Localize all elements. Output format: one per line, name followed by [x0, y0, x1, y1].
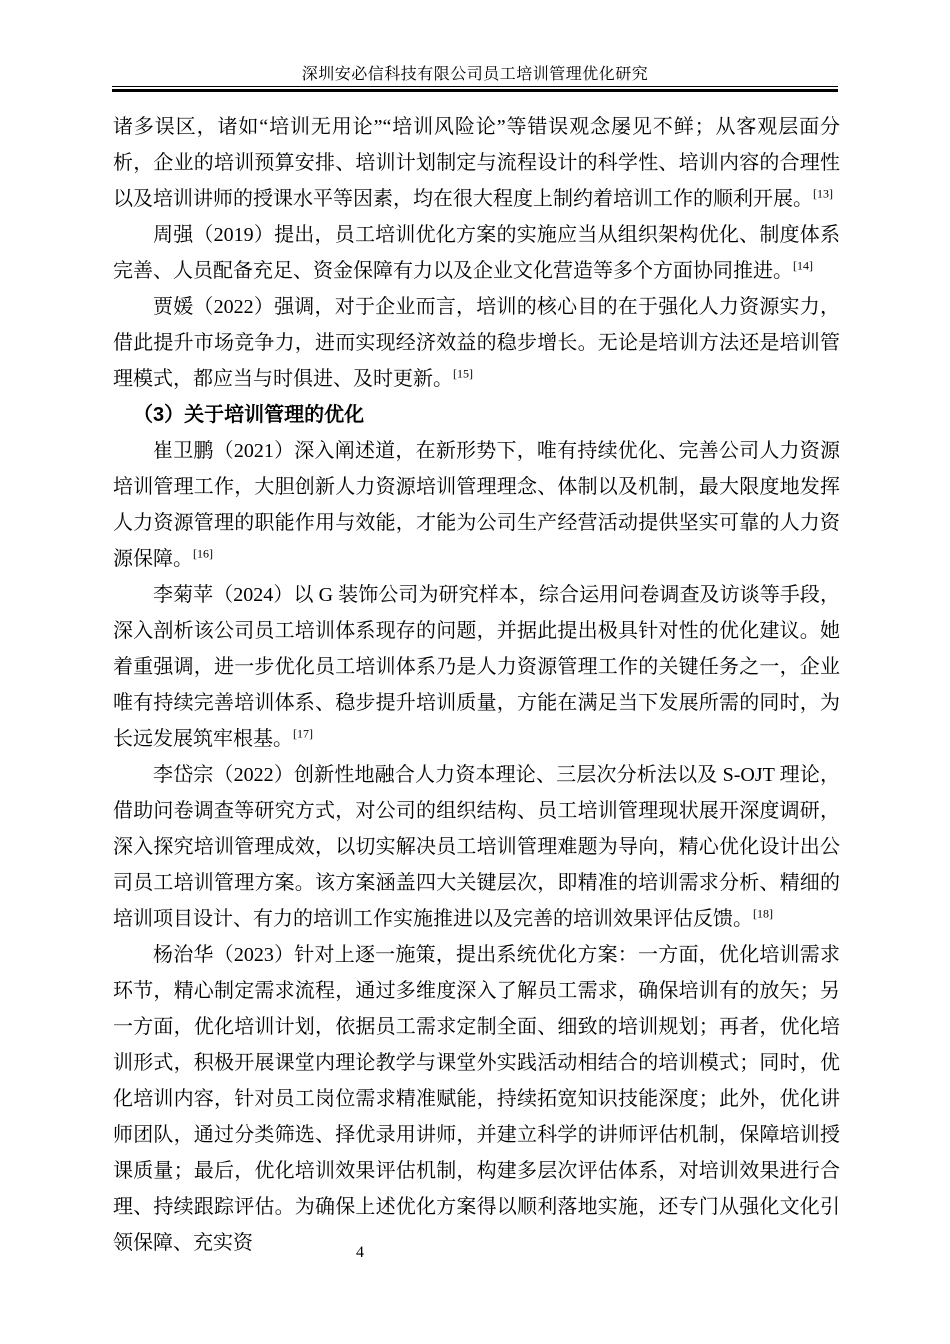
paragraph-text: 李菊苹（2024）以 G 装饰公司为研究样本，综合运用问卷调查及访谈等手段，深入剖析该公司员工培训体系现存的问题，并据此提出极具针对性的优化建议。她着重强调，进一步优化员工培训体系乃是人力资源管理工作的关键任务之一，企业唯有持续完善培训体系、稳步提升培训质量，方能在满足当下发展所需的同时，为长远发展筑牢根基。 [113, 584, 840, 750]
paragraph [113, 217, 840, 289]
citation-ref: [13] [813, 186, 833, 201]
document-body [113, 109, 840, 1261]
citation-ref: [15] [453, 366, 473, 381]
paragraph [113, 433, 840, 577]
paragraph [113, 937, 840, 1261]
citation-ref: [17] [293, 726, 313, 741]
paragraph-text: 周强（2019）提出，员工培训优化方案的实施应当从组织架构优化、制度体系完善、人员配备充足、资金保障有力以及企业文化营造等多个方面协同推进。 [113, 224, 840, 282]
paragraph [113, 757, 840, 937]
header-rule [112, 86, 838, 92]
paragraph-text: 李岱宗（2022）创新性地融合人力资本理论、三层次分析法以及 S-OJT 理论，借助问卷调查等研究方式，对公司的组织结构、员工培训管理现状展开深度调研，深入探究培训管理成效，以切实解决员工培训管理难题为导向，精心优化设计出公司员工培训管理方案。该方案涵盖四大关键层次，即精准的培训需求分析、精细的培训项目设计、有力的培训工作实施推进以及完善的培训效果评估反馈。 [113, 764, 840, 930]
paragraph [113, 577, 840, 757]
paragraph-text: 贾媛（2022）强调，对于企业而言，培训的核心目的在于强化人力资源实力，借此提升市场竞争力，进而实现经济效益的稳步增长。无论是培训方法还是培训管理模式，都应当与时俱进、及时更新。 [113, 296, 840, 390]
section-heading-text: （3）关于培训管理的优化 [133, 404, 365, 426]
citation-ref: [14] [793, 258, 813, 273]
section-heading [113, 397, 840, 433]
paragraph-text: 诸多误区，诸如“培训无用论”“培训风险论”等错误观念屡见不鲜；从客观层面分析，企业的培训预算安排、培训计划制定与流程设计的科学性、培训内容的合理性以及培训讲师的授课水平等因素，均在很大程度上制约着培训工作的顺利开展。 [113, 116, 840, 210]
page-number: 4 [356, 1244, 364, 1261]
citation-ref: [18] [753, 906, 773, 921]
paragraph [113, 109, 840, 217]
page-header-title: 深圳安必信科技有限公司员工培训管理优化研究 [301, 66, 649, 83]
citation-ref: [16] [193, 546, 213, 561]
paragraph-text: 崔卫鹏（2021）深入阐述道，在新形势下，唯有持续优化、完善公司人力资源培训管理工作，大胆创新人力资源培训管理理念、体制以及机制，最大限度地发挥人力资源管理的职能作用与效能，才能为公司生产经营活动提供坚实可靠的人力资源保障。 [113, 440, 840, 570]
paragraph-text: 杨治华（2023）针对上逐一施策，提出系统优化方案：一方面，优化培训需求环节，精心制定需求流程，通过多维度深入了解员工需求，确保培训有的放矢；另一方面，优化培训计划，依据员工需求定制全面、细致的培训规划；再者，优化培训形式，积极开展课堂内理论教学与课堂外实践活动相结合的培训模式；同时，优化培训内容，针对员工岗位需求精准赋能，持续拓宽知识技能深度；此外，优化讲师团队，通过分类筛选、择优录用讲师，并建立科学的讲师评估机制，保障培训授课质量；最后，优化培训效果评估机制，构建多层次评估体系，对培训效果进行合理、持续跟踪评估。为确保上述优化方案得以顺利落地实施，还专门从强化文化引领保障、充实资 [113, 944, 840, 1254]
paragraph [113, 289, 840, 397]
